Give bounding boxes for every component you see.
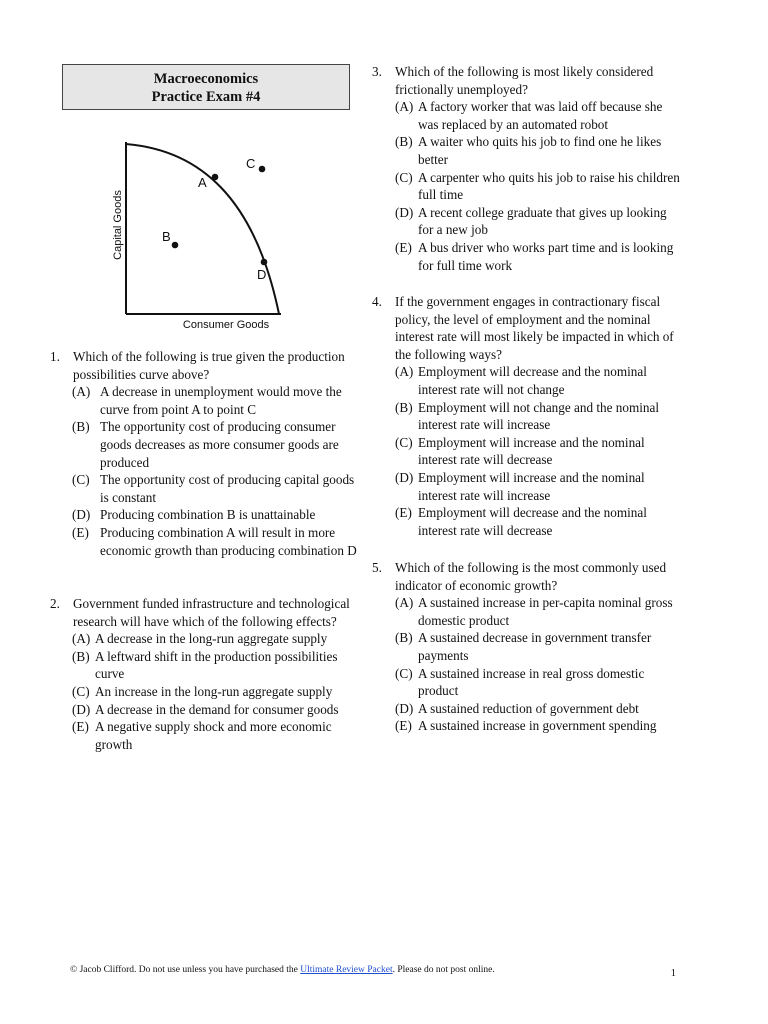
point-b-dot [172,242,179,249]
question-1-option-c [50,471,362,506]
option-letter: (D) [72,701,91,717]
option-letter: (A) [395,364,414,380]
copyright-text-before: © Jacob Clifford. Do not use unless you have purchased the [70,965,301,975]
option-letter: (A) [72,631,91,647]
option-text: A sustained increase in per-capita nominal gross domestic product [418,595,673,628]
option-text: A waiter who quits his job to find one he likes better [418,134,662,167]
option-text: A negative supply shock and more economic growth [95,719,332,752]
question-1-option-b [50,418,362,471]
option-letter: (A) [395,595,414,611]
question-3-option-c [372,169,682,204]
option-letter: (E) [395,718,412,734]
page-number: 1 [670,968,676,979]
question-1-option-d [50,506,362,524]
option-text: Employment will not change and the nominal interest rate will increase [418,399,659,433]
option-text: Producing combination B is unattainable [100,507,316,523]
question-number: 1. [50,349,60,364]
option-text: A sustained increase in real gross domestic product [418,665,645,699]
option-text: Employment will decrease and the nominal interest rate will not change [418,364,647,397]
option-letter: (A) [72,384,91,400]
option-letter: (B) [395,399,413,415]
copyright-text-after: . Please do not post online. [392,965,495,975]
point-b-label: B [162,229,171,244]
ppc-curve [126,144,279,314]
ppc-graph-svg [105,138,295,334]
question-4 [372,293,682,539]
question-text: Which of the following is true given the production possibilities curve above? [73,349,345,382]
question-5-option-d [372,700,682,718]
point-a-dot [212,174,219,181]
point-a-label: A [198,175,207,190]
option-letter: (E) [72,524,89,540]
x-axis-label: Consumer Goods [182,319,270,331]
question-4-stem [372,293,682,363]
y-axis-label: Capital Goods [112,190,124,260]
question-3-option-a [372,98,682,133]
option-letter: (B) [395,134,413,150]
option-letter: (C) [395,665,413,681]
copyright-footer [70,964,680,976]
option-text: A carpenter who quits his job to raise his children full time [418,169,680,203]
question-5 [372,559,682,735]
option-text: A factory worker that was laid off because she was replaced by an automated robot [418,99,663,132]
question-2 [50,595,362,753]
option-letter: (B) [72,419,90,435]
option-text: A leftward shift in the production possibilities curve [95,648,338,682]
option-letter: (E) [72,719,89,735]
question-5-option-e [372,717,682,735]
point-d-label: D [257,267,267,282]
question-1-option-e [50,524,362,559]
question-4-option-c [372,434,682,469]
question-4-option-b [372,399,682,434]
ultimate-review-packet-link[interactable]: Ultimate Review Packet [300,965,393,975]
option-letter: (C) [395,169,413,185]
question-5-option-c [372,665,682,700]
option-text: A bus driver who works part time and is looking for full time work [418,239,674,273]
option-letter: (D) [395,469,414,485]
option-letter: (C) [395,434,413,450]
option-text: A sustained reduction of government debt [418,700,639,716]
question-3-option-e [372,239,682,274]
point-d-dot [261,259,268,266]
option-letter: (D) [395,204,414,220]
question-number: 3. [372,64,382,79]
question-2-option-c [50,683,362,701]
question-3-option-d [372,204,682,239]
question-3 [372,63,682,274]
question-4-option-d [372,469,682,504]
exam-title-box [62,64,350,110]
question-text: Which of the following is most likely considered frictionally unemployed? [395,64,654,97]
question-text: Government funded infrastructure and technological research will have which of the following effects? [73,596,350,629]
option-text: A sustained increase in government spending [418,718,657,734]
option-text: Employment will increase and the nominal interest rate will increase [418,469,645,503]
option-letter: (C) [72,472,90,488]
option-text: A sustained decrease in government transfer payments [418,630,652,663]
ppc-graph [105,138,295,334]
question-number: 4. [372,294,382,309]
option-text: A decrease in the demand for consumer goods [95,701,339,717]
question-4-option-e [372,504,682,539]
option-text: An increase in the long-run aggregate supply [95,683,333,699]
question-text: If the government engages in contractionary fiscal policy, the level of employment and the nominal interest rate will most likely be impacted in which of the following ways? [395,294,674,362]
question-5-stem [372,559,682,594]
question-1-option-a [50,383,362,418]
question-text: Which of the following is the most commonly used indicator of economic growth? [395,560,667,593]
option-letter: (E) [395,239,412,255]
option-text: Employment will increase and the nominal interest rate will decrease [418,434,645,468]
option-text: A recent college graduate that gives up looking for a new job [418,204,667,238]
option-letter: (B) [395,630,413,646]
question-1 [50,348,362,559]
option-letter: (D) [395,700,414,716]
option-text: The opportunity cost of producing consumer goods decreases as more consumer goods are produced [100,419,339,470]
option-text: A decrease in the long-run aggregate supply [95,631,328,647]
question-3-stem [372,63,682,98]
option-letter: (A) [395,99,414,115]
exam-title-subject: Macroeconomics [153,71,259,87]
option-letter: (D) [72,507,91,523]
option-letter: (E) [395,505,412,521]
question-4-option-a [372,363,682,398]
option-letter: (B) [72,648,90,664]
option-text: Employment will decrease and the nominal interest rate will decrease [418,505,647,538]
question-5-option-a [372,594,682,629]
question-2-stem [50,595,362,630]
question-2-option-b [50,648,362,683]
question-2-option-e [50,718,362,753]
exam-title-name: Practice Exam #4 [151,89,261,105]
option-text: The opportunity cost of producing capital goods is constant [100,472,355,505]
question-2-option-a [50,630,362,648]
question-2-option-d [50,701,362,719]
question-1-stem [50,348,362,383]
option-letter: (C) [72,683,90,699]
question-number: 2. [50,596,60,611]
question-3-option-b [372,133,682,168]
question-number: 5. [372,560,382,575]
point-c-label: C [246,156,256,171]
option-text: Producing combination A will result in more economic growth than producing combination D [100,524,357,558]
option-text: A decrease in unemployment would move the curve from point A to point C [100,384,342,417]
question-5-option-b [372,629,682,664]
point-c-dot [259,166,266,173]
